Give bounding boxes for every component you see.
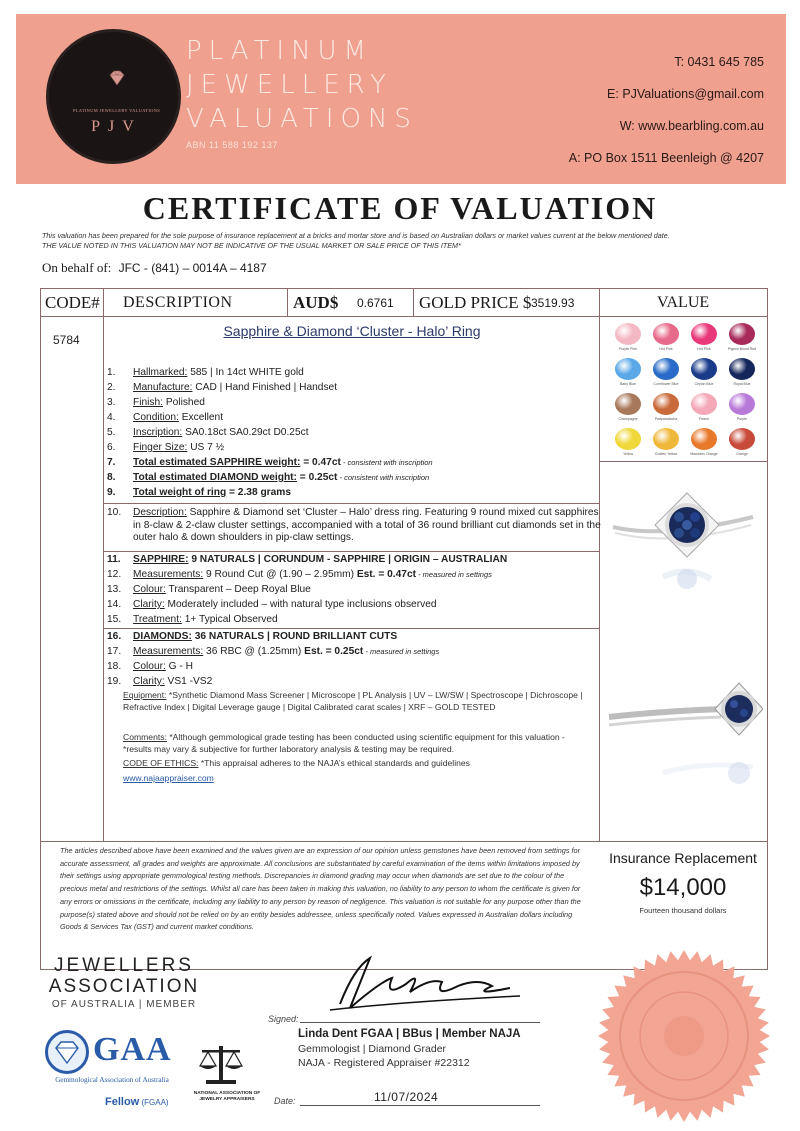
value-header: VALUE: [657, 294, 710, 311]
swatch-label: Yellow: [623, 452, 633, 456]
row-divider: [103, 628, 599, 629]
disclaimer-line-1: This valuation has been prepared for the sole purpose of insurance replacement at a bricks and mortar store and is based on Australian dollars or market values current at the below mentioned date.: [42, 231, 670, 240]
abn-number: ABN 11 588 192 137: [186, 140, 278, 150]
column-divider: [287, 289, 288, 317]
gaa-diamond-icon: [45, 1030, 89, 1074]
swatch-label: Baby Blue: [620, 382, 636, 386]
contact-web[interactable]: W: www.bearbling.com.au: [619, 119, 764, 133]
swatch-label: Cornflower Blue: [653, 382, 679, 386]
logo-caption: PLATINUM JEWELLERY VALUATIONS: [72, 108, 161, 113]
contact-email[interactable]: E: PJValuations@gmail.com: [607, 87, 764, 101]
brand-name-line-2: JEWELLERY: [186, 70, 393, 100]
jewellers-association-logo: JEWELLERS ASSOCIATION OF AUSTRALIA | MEMBER: [48, 955, 200, 1010]
logo-initials: PJV: [91, 118, 142, 135]
diamond-icon: [48, 1033, 86, 1071]
letterhead-banner: [16, 14, 786, 184]
brand-name-line-3: VALUATIONS: [186, 104, 418, 134]
sapphire-colour-swatch: [691, 428, 717, 450]
sapphire-colour-swatch: [615, 428, 641, 450]
insurance-title: Insurance Replacement: [609, 850, 757, 866]
signer-role: Gemmologist | Diamond Grader: [298, 1043, 447, 1055]
code-of-ethics-note: CODE OF ETHICS: *This appraisal adheres to the NAJA’s ethical standards and guidelines: [123, 758, 470, 768]
sapphire-colour-swatch: [615, 323, 641, 345]
sapphire-colour-swatch: [653, 428, 679, 450]
row-divider: [599, 461, 767, 462]
sapphire-colour-swatch: [653, 393, 679, 415]
insurance-amount: $14,000: [639, 874, 727, 901]
scales-of-justice-icon: [196, 1040, 246, 1088]
certificate-date: 11/07/2024: [374, 1090, 439, 1104]
signer-name: Linda Dent FGAA | BBus | Member NAJA: [298, 1028, 521, 1040]
behalf-value: JFC - (841) – 0014A – 4187: [118, 261, 267, 275]
insurance-amount-words: Fourteen thousand dollars: [639, 906, 727, 915]
brand-name-line-1: PLATINUM: [186, 36, 373, 66]
fellow-label: Fellow (FGAA): [105, 1096, 169, 1108]
signer-registration: NAJA - Registered Appraiser #22312: [298, 1057, 470, 1069]
sapphire-colour-swatch: [729, 393, 755, 415]
signature-line: [300, 1022, 540, 1023]
swatch-label: Mandarin Orange: [690, 452, 718, 456]
disclaimer: [42, 231, 772, 251]
valuation-table: CODE# DESCRIPTION AUD$ 0.6761 GOLD PRICE $ 3519.93 VALUE 5784 Sapphire & Diamond ‘Cluster - Halo’ Ring Purple Pink Hot Pink Hot Pink Pigeon Blood Red Baby Blue Cornflower Blue Ceylon Blue Royal Blue Champagne Padparadscha Peach Purple Yellow Golden Yellow Mandarin Orange Orange 1. Hallmarked: 585 | In 14ct WHITE gold 2. Manufacture: CAD | Hand Finished | Handset 3. Finish: Polished 4. Condition: Excellent 5. Inscription: SA0.18ct SA0.29ct D0.25ct 6. Finger Size: US 7 ½ 7. Total estimated SAPPHIRE weight: = 0.47ct - consistent with inscription 8. Total estimated DIAMOND weight: = 0.25ct - consistent with inscription 9. Total weight of ring = 2.38 grams 10. Description: Sapphire & Diamond set ‘Cluster – Halo’ dress ring. Featuring 9 round mixed cut sapphires in 8-claw & 2-claw cluster settings, accompanied with a total of 36 round brilliant cut diamonds set in the outer halo & down shoulders in pip-claw settings. 11. SAPPHIRE: 9 NATURALS | CORUNDUM - SAPPHIRE | ORIGIN – AUSTRALIAN 12. Measurements: 9 Round Cut @ (1.90 – 2.95mm) Est. = 0.47ct - measured in settings 13. Colour: Transparent – Deep Royal Blue 14. Clarity: Moderately included – with natural type inclusions observed 15. Treatment: 1+ Typical Observed 16. DIAMONDS: 36 NATURALS | ROUND BRILLIANT CUTS 17. Measurements: 36 RBC @ (1.25mm) Est. = 0.25ct - measured in settings 18. Colour: G - H 19. Clarity: VS1 -VS2 Equipment: *Synthetic Diamond Mass Screener | Microscope | PL Analysis | UV – LW/SW | Spectroscope | Dichroscope | Refractive Index | Digital Leverage gauge | Digital Calibrated carat scales | XRF – GOLD TESTED Comments: *Although gemmological grade testing has been conducted using scientific equipment for this valuation - *results may vary & subjective for further laboratory analysis & testing may be required. CODE OF ETHICS: *This appraisal adheres to the NAJA’s ethical standards and guidelines www.najaappraiser.com: [40, 288, 768, 970]
row-divider: [41, 841, 767, 842]
code-header: CODE#: [45, 293, 100, 312]
naja-link[interactable]: www.najaappraiser.com: [123, 773, 214, 783]
contact-address: A: PO Box 1511 Beenleigh @ 4207: [568, 151, 764, 165]
sapphire-colour-chart: [607, 319, 767, 461]
sapphire-colour-swatch: [653, 323, 679, 345]
equipment-note: Equipment: *Synthetic Diamond Mass Screener | Microscope | PL Analysis | UV – LW/SW | Spectroscope | Dichroscope | Refractive Index | Digital Leverage gauge | Digital Calibrated carat scales | XRF – GOLD TESTED: [123, 690, 583, 712]
column-divider: [413, 289, 414, 317]
sapphire-colour-swatch: [729, 358, 755, 380]
swatch-label: Purple: [736, 417, 748, 421]
swatch-label: Purple Pink: [619, 347, 637, 351]
aud-header: AUD$: [293, 293, 339, 312]
gold-price-header: GOLD PRICE $: [419, 293, 532, 312]
row-divider: [103, 551, 599, 552]
diamond-icon: [107, 68, 127, 88]
swatch-label: Royal Blue: [733, 382, 751, 386]
gold-price-value: 3519.93: [531, 296, 575, 310]
swatch-label: Ceylon Blue: [694, 382, 714, 386]
swatch-label: Peach: [699, 417, 709, 421]
ring-side-view-image: [603, 669, 763, 799]
sapphire-colour-swatch: [615, 393, 641, 415]
sapphire-colour-swatch: [729, 323, 755, 345]
behalf-label: On behalf of:: [42, 260, 112, 275]
column-divider: [103, 289, 104, 841]
terms-fine-print: The articles described above have been examined and the values given are an expression of our opinion unless gemstones have been removed from settings for accurate assessment, all grades and weights are approximate. All conclusions are substantiated by careful examination of the items within limitations imposed by their settings using appropriate gemmological testing methods. Discrepancies in diamond grading may occur when diamonds are set due to the colour of the precious metal and restrictions of the settings. Whilst all care has been taken in making this valuation, no liability to any person to whom the certificate is given for any errors or omissions in the certificate, including any liability to any person by reason of negligence. This valuation is not suitable for any purpose other than the purpose(s) stated above and should not be relied on by an entity besides addressee, unless specifically noted. Values expressed in Australian dollars including Goods & Services Tax (GST) and current market conditions.: [60, 846, 581, 932]
gaa-full-name: Gemmological Association of Australia: [55, 1076, 169, 1084]
naja-logo-text: NATIONAL ASSOCIATION OF JEWELRY APPRAISERS: [193, 1091, 261, 1102]
sapphire-colour-swatch: [691, 393, 717, 415]
item-code: 5784: [53, 333, 80, 347]
sapphire-colour-swatch: [691, 358, 717, 380]
contact-phone: T: 0431 645 785: [674, 55, 764, 69]
sapphire-colour-swatch: [729, 428, 755, 450]
item-10-description: 10. Description: Sapphire & Diamond set ‘Cluster – Halo’ dress ring. Featuring 9 round mixed cut sapphires in 8-claw & 2-claw cluster settings, accompanied with a total of 36 round brilliant cut diamonds set in the outer halo & down shoulders in pip-claw settings.: [107, 507, 601, 544]
certificate-title: CERTIFICATE OF VALUATION: [142, 190, 658, 226]
aud-value: 0.6761: [357, 296, 394, 310]
sapphire-colour-swatch: [615, 358, 641, 380]
signed-label: Signed:: [268, 1014, 299, 1024]
item-title: Sapphire & Diamond ‘Cluster - Halo’ Ring: [223, 323, 481, 339]
swatch-label: Hot Pink: [659, 347, 673, 351]
comments-note: Comments: *Although gemmological grade testing has been conducted using scientific equipment for this valuation - *results may vary & subjective for further laboratory analysis & testing may be required.: [123, 732, 565, 754]
gaa-logo: GAA: [93, 1031, 172, 1068]
handwritten-signature: [310, 948, 530, 1022]
description-header: DESCRIPTION: [123, 294, 233, 311]
table-header-row: [41, 289, 767, 317]
pjv-logo: [46, 29, 181, 164]
embossed-seal: [596, 948, 772, 1124]
swatch-label: Padparadscha: [654, 417, 678, 421]
ring-top-view-image: [603, 467, 763, 617]
date-label: Date:: [274, 1096, 296, 1106]
date-line: [300, 1105, 540, 1106]
sapphire-colour-swatch: [691, 323, 717, 345]
on-behalf-of: [42, 260, 267, 276]
swatch-label: Pigeon Blood Red: [727, 347, 757, 351]
swatch-label: Hot Pink: [697, 347, 711, 351]
disclaimer-line-2: THE VALUE NOTED IN THIS VALUATION MAY NOT BE INDICATIVE OF THE USUAL MARKET OR SALE PRICE OF THIS ITEM*: [42, 241, 461, 250]
swatch-label: Orange: [736, 452, 748, 456]
swatch-label: Golden Yellow: [654, 452, 678, 456]
row-divider: [103, 503, 599, 504]
sapphire-colour-swatch: [653, 358, 679, 380]
swatch-label: Champagne: [618, 417, 638, 421]
